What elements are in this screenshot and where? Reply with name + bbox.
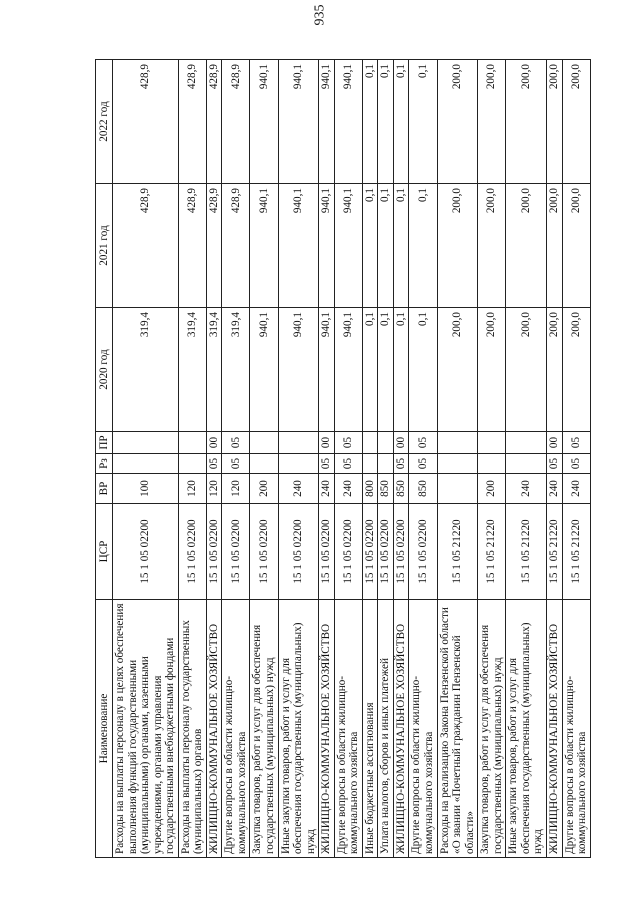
cell-2020: 940,1 [250,308,278,432]
cell-csr: 15 1 05 02200 [250,504,278,600]
cell-2021: 428,9 [113,184,179,308]
cell-csr: 15 1 05 21220 [562,504,590,600]
budget-table [95,59,591,858]
cell-name: Иные закупки товаров, работ и услуг для обеспечения государственных (муниципальных) нужд [506,600,547,858]
cell-csr: 15 1 05 21220 [506,504,547,600]
cell-vr: 240 [334,474,362,504]
cell-2020: 0,1 [362,308,378,432]
cell-rz [250,454,278,474]
table-row [250,60,278,858]
cell-name: ЖИЛИЩНО-КОММУНАЛЬНОЕ ХОЗЯЙСТВО [319,600,335,858]
cell-rz: 05 [409,454,437,474]
cell-name: Другие вопросы в области жилищно-коммунального хозяйства [334,600,362,858]
header-rz: Рз [96,454,113,474]
cell-csr: 15 1 05 02200 [278,504,319,600]
table-row [437,60,478,858]
cell-pr [113,432,179,454]
cell-pr: 05 [409,432,437,454]
cell-2020: 200,0 [546,308,562,432]
table-row [334,60,362,858]
cell-rz: 05 [562,454,590,474]
header-2021: 2021 год [96,184,113,308]
cell-vr: 240 [319,474,335,504]
cell-vr: 850 [378,474,394,504]
cell-pr [478,432,506,454]
cell-2022: 940,1 [250,60,278,184]
cell-vr: 240 [546,474,562,504]
cell-csr: 15 1 05 02200 [178,504,206,600]
cell-2020: 940,1 [334,308,362,432]
cell-2020: 200,0 [478,308,506,432]
cell-pr [250,432,278,454]
cell-vr: 100 [113,474,179,504]
cell-csr: 15 1 05 02200 [362,504,378,600]
cell-pr: 00 [319,432,335,454]
cell-csr: 15 1 05 02200 [319,504,335,600]
table-row [206,60,222,858]
cell-csr: 15 1 05 21220 [478,504,506,600]
cell-2020: 0,1 [378,308,394,432]
cell-2021: 200,0 [506,184,547,308]
cell-pr [178,432,206,454]
cell-vr: 240 [562,474,590,504]
cell-csr: 15 1 05 02200 [378,504,394,600]
cell-2022: 0,1 [362,60,378,184]
cell-name: Расходы на выплаты персоналу в целях обеспечения выполнения функций государственными (муниципальными) органами, казенными учреждениями, органами управления государственными внебюджетными фондами [113,600,179,858]
cell-2021: 0,1 [393,184,409,308]
header-2022: 2022 год [96,60,113,184]
cell-csr: 15 1 05 02200 [409,504,437,600]
table-header-row [96,60,113,858]
cell-vr: 120 [206,474,222,504]
table-row [546,60,562,858]
cell-2022: 428,9 [222,60,250,184]
page-number-container [0,0,640,26]
cell-2022: 940,1 [334,60,362,184]
cell-2021: 200,0 [437,184,478,308]
cell-2020: 319,4 [178,308,206,432]
cell-pr [378,432,394,454]
cell-name: Другие вопросы в области жилищно-коммунального хозяйства [409,600,437,858]
header-name: Наименование [96,600,113,858]
cell-rz [178,454,206,474]
cell-name: Расходы на выплаты персоналу государственных (муниципальных) органов [178,600,206,858]
cell-2021: 0,1 [409,184,437,308]
cell-vr: 850 [393,474,409,504]
table-row [278,60,319,858]
cell-pr: 05 [562,432,590,454]
cell-csr: 15 1 05 21220 [546,504,562,600]
cell-2022: 428,9 [178,60,206,184]
page-number: 935 [312,4,327,26]
cell-vr: 200 [478,474,506,504]
cell-rz [362,454,378,474]
cell-2021: 200,0 [546,184,562,308]
table-row [478,60,506,858]
table-row [222,60,250,858]
cell-pr: 00 [393,432,409,454]
cell-2022: 0,1 [409,60,437,184]
table-row [362,60,378,858]
table-row [178,60,206,858]
header-pr: ПР [96,432,113,454]
table-row [393,60,409,858]
cell-2021: 428,9 [206,184,222,308]
cell-pr: 00 [546,432,562,454]
cell-2020: 200,0 [506,308,547,432]
cell-rz [113,454,179,474]
cell-name: Другие вопросы в области жилищно-коммунального хозяйства [562,600,590,858]
cell-pr [278,432,319,454]
cell-csr: 15 1 05 02200 [113,504,179,600]
cell-pr: 05 [334,432,362,454]
cell-2021: 428,9 [178,184,206,308]
cell-2022: 200,0 [562,60,590,184]
cell-rz [278,454,319,474]
cell-vr: 120 [178,474,206,504]
cell-rz [378,454,394,474]
cell-2020: 319,4 [222,308,250,432]
cell-name: ЖИЛИЩНО-КОММУНАЛЬНОЕ ХОЗЯЙСТВО [206,600,222,858]
cell-name: Расходы на реализацию Закона Пензенской области «О звании «Почетный гражданин Пензенской области» [437,600,478,858]
cell-rz: 05 [546,454,562,474]
cell-name: Уплата налогов, сборов и иных платежей [378,600,394,858]
cell-csr: 15 1 05 21220 [437,504,478,600]
cell-name: Другие вопросы в области жилищно-коммунального хозяйства [222,600,250,858]
cell-2020: 0,1 [393,308,409,432]
cell-name: Иные закупки товаров, работ и услуг для обеспечения государственных (муниципальных) нужд [278,600,319,858]
cell-2021: 0,1 [362,184,378,308]
cell-name: ЖИЛИЩНО-КОММУНАЛЬНОЕ ХОЗЯЙСТВО [546,600,562,858]
cell-2021: 0,1 [378,184,394,308]
cell-2022: 428,9 [113,60,179,184]
cell-vr: 200 [250,474,278,504]
cell-name: Закупка товаров, работ и услуг для обеспечения государственных (муниципальных) нужд [250,600,278,858]
header-csr: ЦСР [96,504,113,600]
cell-csr: 15 1 05 02200 [334,504,362,600]
cell-2021: 940,1 [334,184,362,308]
cell-pr [362,432,378,454]
cell-2021: 200,0 [478,184,506,308]
header-vr: ВР [96,474,113,504]
table-row [378,60,394,858]
cell-vr: 850 [409,474,437,504]
table-row [409,60,437,858]
cell-name: Иные бюджетные ассигнования [362,600,378,858]
cell-vr [437,474,478,504]
cell-vr: 240 [506,474,547,504]
cell-vr: 240 [278,474,319,504]
cell-2022: 0,1 [393,60,409,184]
cell-pr: 05 [222,432,250,454]
cell-csr: 15 1 05 02200 [222,504,250,600]
cell-2021: 428,9 [222,184,250,308]
cell-rz [437,454,478,474]
cell-csr: 15 1 05 02200 [393,504,409,600]
cell-2020: 200,0 [437,308,478,432]
cell-name: ЖИЛИЩНО-КОММУНАЛЬНОЕ ХОЗЯЙСТВО [393,600,409,858]
cell-pr [506,432,547,454]
cell-2022: 200,0 [546,60,562,184]
cell-2022: 428,9 [206,60,222,184]
cell-2022: 940,1 [319,60,335,184]
cell-csr: 15 1 05 02200 [206,504,222,600]
cell-rz: 05 [206,454,222,474]
table-row [562,60,590,858]
table-row [319,60,335,858]
table-row [506,60,547,858]
cell-vr: 800 [362,474,378,504]
cell-pr [437,432,478,454]
cell-2020: 319,4 [113,308,179,432]
header-2020: 2020 год [96,308,113,432]
cell-2021: 940,1 [250,184,278,308]
cell-2021: 940,1 [319,184,335,308]
cell-2022: 200,0 [506,60,547,184]
table-row [113,60,179,858]
cell-2020: 0,1 [409,308,437,432]
cell-rz: 05 [222,454,250,474]
cell-vr: 120 [222,474,250,504]
cell-rz: 05 [393,454,409,474]
cell-2022: 940,1 [278,60,319,184]
cell-2020: 200,0 [562,308,590,432]
cell-2021: 200,0 [562,184,590,308]
cell-2022: 200,0 [478,60,506,184]
cell-rz: 05 [319,454,335,474]
cell-2022: 0,1 [378,60,394,184]
cell-2020: 940,1 [278,308,319,432]
cell-2020: 940,1 [319,308,335,432]
budget-table-sheet [95,60,589,858]
cell-name: Закупка товаров, работ и услуг для обеспечения государственных (муниципальных) нужд [478,600,506,858]
cell-rz [506,454,547,474]
table-body [113,60,591,858]
cell-pr: 00 [206,432,222,454]
cell-2021: 940,1 [278,184,319,308]
cell-rz [478,454,506,474]
cell-2020: 319,4 [206,308,222,432]
cell-rz: 05 [334,454,362,474]
cell-2022: 200,0 [437,60,478,184]
